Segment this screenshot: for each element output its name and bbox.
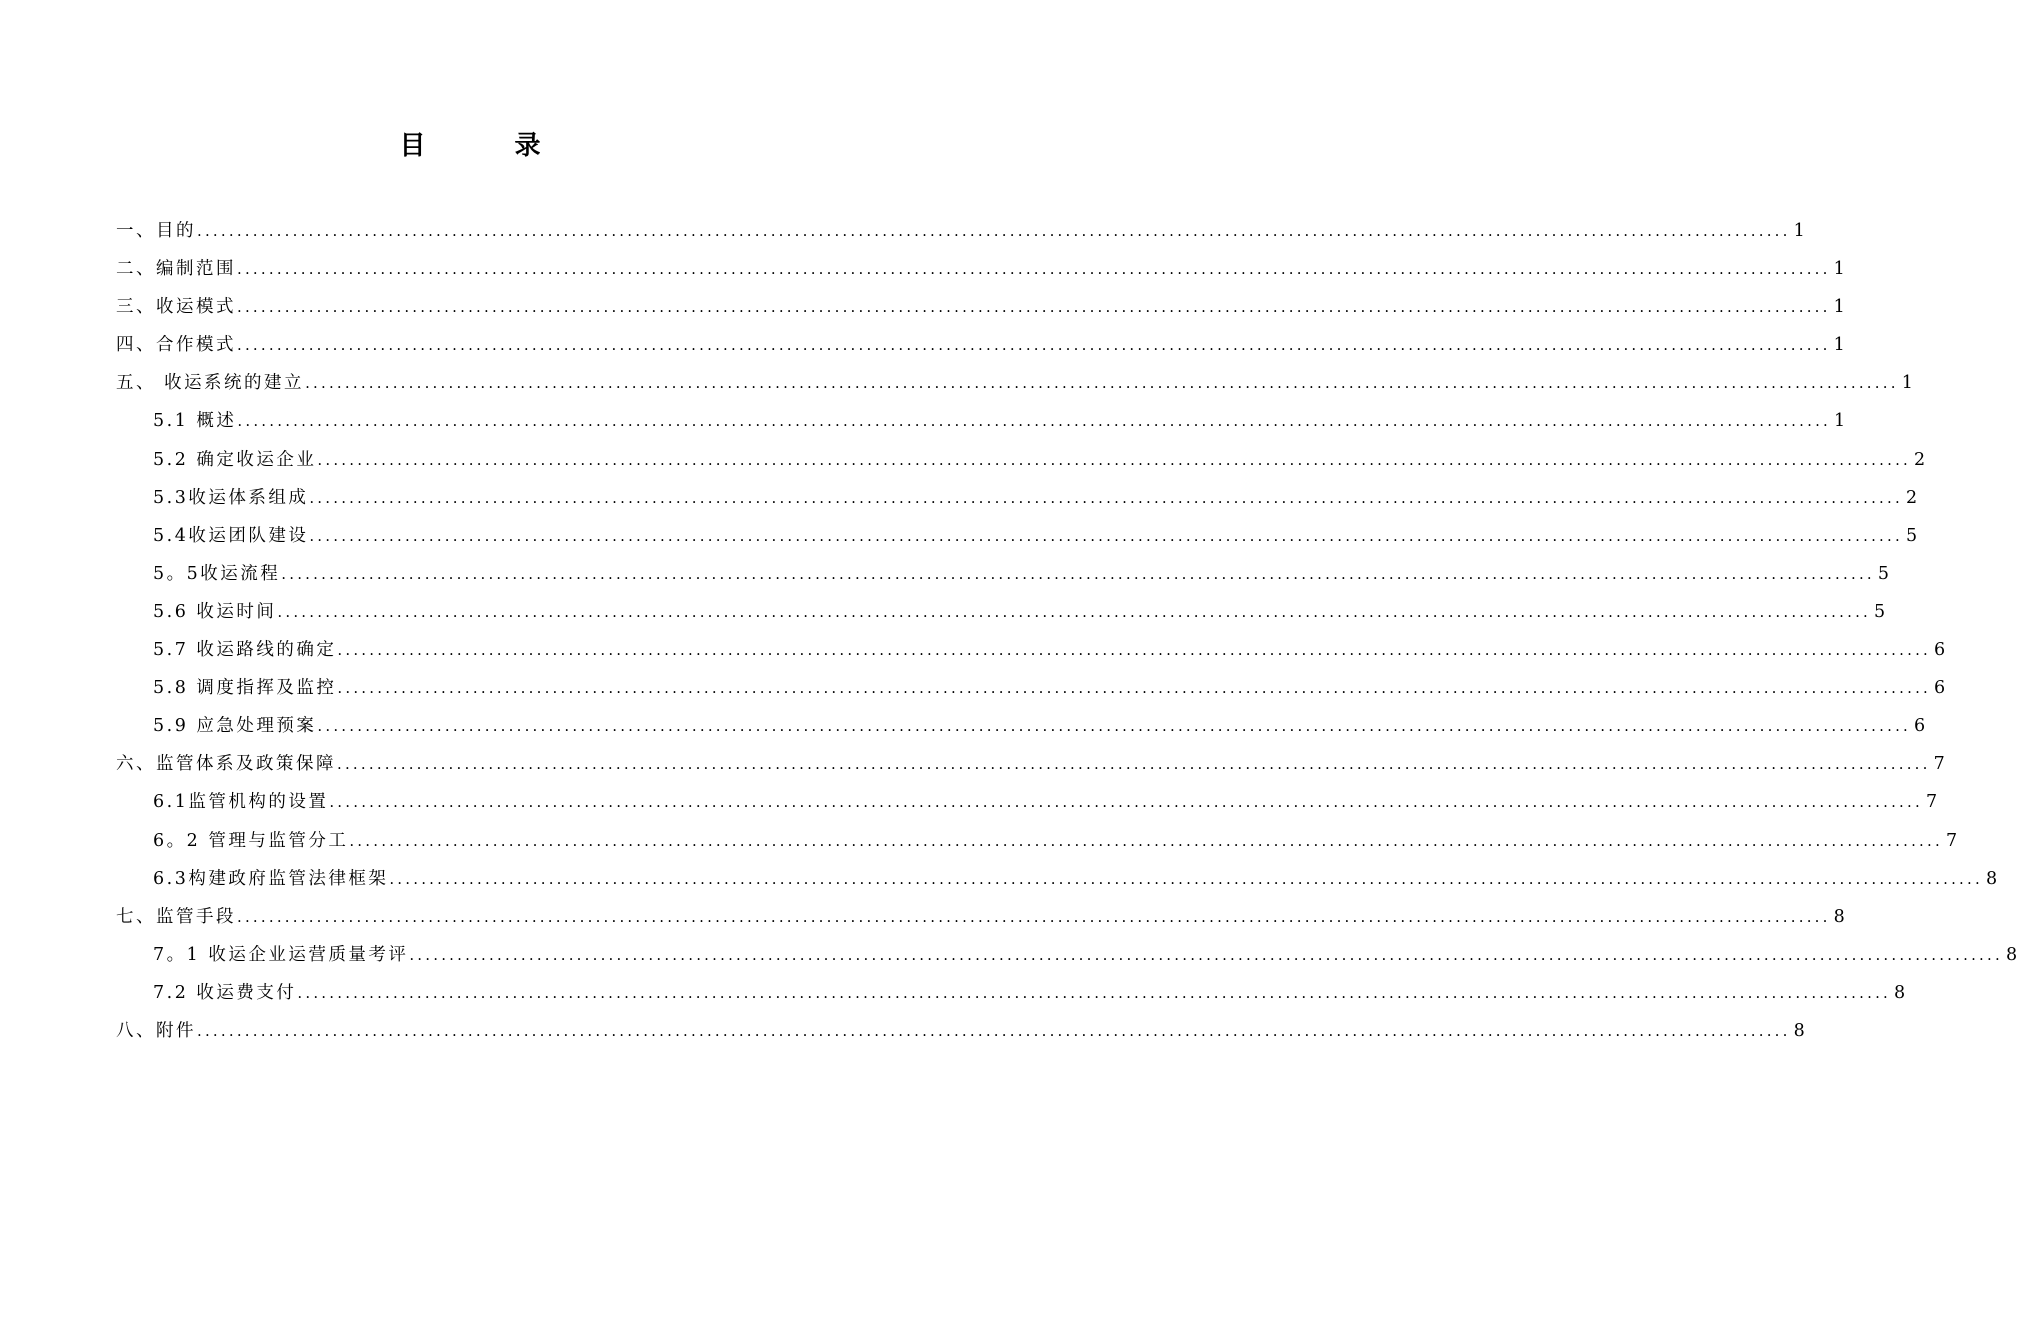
dot-leader: ........................................................................................................................................................................................................ [281, 564, 1875, 583]
toc-entry-page-number: 6 [1914, 716, 1926, 737]
toc-entry-page-number: 8 [1894, 982, 1906, 1003]
dot-leader: ........................................................................................................................................................................................................ [277, 602, 1872, 621]
toc-entry-page-number: 8 [1833, 906, 1845, 927]
toc-entry[interactable] [116, 707, 1926, 745]
toc-entry[interactable] [116, 288, 1845, 326]
toc-title: 目 录 [399, 131, 581, 161]
toc-entry-page-number: 6 [1934, 640, 1946, 661]
toc-entry-page-number: 1 [1793, 221, 1805, 241]
toc-entry-page-number: 1 [1833, 259, 1845, 280]
dot-leader: ........................................................................................................................................................................................................ [237, 298, 1831, 317]
toc-entry-label: 四、合作模式 [116, 335, 236, 356]
toc-entry-label: 三、收运模式 [116, 297, 236, 318]
toc-entry-page-number: 1 [1834, 411, 1846, 432]
toc-entry[interactable] [116, 250, 1845, 288]
dot-leader: ........................................................................................................................................................................................................ [409, 945, 2003, 964]
toc-entry[interactable] [116, 1012, 1805, 1050]
dot-leader: ........................................................................................................................................................................................................ [389, 869, 1983, 888]
toc-entry-page-number: 8 [1793, 1020, 1805, 1041]
toc-entry-label: 五、 收运系统的建立 [116, 373, 305, 394]
toc-entry-label: 6.1监管机构的设置 [153, 792, 329, 813]
toc-entry[interactable] [116, 631, 1946, 669]
toc-entry[interactable] [116, 783, 1938, 821]
toc-entry-label: 5.2 确定收运企业 [153, 449, 317, 470]
toc-entry-page-number: 1 [1833, 335, 1845, 356]
toc-entry-label: 7。1 收运企业运营质量考评 [153, 944, 409, 965]
toc-entry-label: 5.9 应急处理预案 [153, 716, 317, 737]
toc-entry-page-number: 7 [1933, 754, 1945, 775]
dot-leader: ........................................................................................................................................................................................................ [349, 831, 1943, 850]
toc-entry-page-number: 5 [1877, 563, 1890, 584]
toc-entry-label: 二、编制范围 [116, 259, 236, 280]
toc-entry[interactable] [116, 822, 1958, 860]
toc-entry-label: 一、目的 [116, 221, 196, 241]
toc-entry-page-number: 8 [2005, 944, 2017, 965]
dot-leader: ........................................................................................................................................................................................................ [305, 374, 1899, 393]
toc-entry-page-number: 1 [1833, 297, 1845, 318]
dot-leader: ........................................................................................................................................................................................................ [309, 488, 1903, 507]
toc-entry-label: 5.7 收运路线的确定 [153, 640, 337, 661]
toc-entry-label: 5.4收运团队建设 [153, 525, 309, 546]
toc-entry[interactable] [116, 860, 1998, 898]
toc-entry[interactable] [116, 555, 1890, 593]
toc-list [116, 212, 2017, 1050]
dot-leader: ........................................................................................................................................................................................................ [197, 1021, 1791, 1040]
dot-leader: ........................................................................................................................................................................................................ [237, 336, 1831, 355]
toc-entry-page-number: 7 [1925, 792, 1938, 813]
toc-entry-page-number: 5 [1874, 601, 1886, 622]
dot-leader: ........................................................................................................................................................................................................ [237, 260, 1831, 279]
toc-entry-page-number: 2 [1914, 449, 1926, 470]
toc-entry[interactable] [116, 364, 1913, 402]
toc-entry[interactable] [116, 593, 1886, 631]
toc-entry-label: 5.8 调度指挥及监控 [153, 678, 337, 699]
dot-leader: ........................................................................................................................................................................................................ [309, 526, 1903, 545]
toc-entry-page-number: 1 [1901, 373, 1913, 394]
toc-entry[interactable] [116, 326, 1845, 364]
toc-entry[interactable] [116, 936, 2017, 974]
dot-leader: ........................................................................................................................................................................................................ [237, 907, 1831, 926]
dot-leader: ........................................................................................................................................................................................................ [337, 641, 1932, 660]
dot-leader: ........................................................................................................................................................................................................ [337, 679, 1932, 698]
dot-leader: ........................................................................................................................................................................................................ [197, 222, 1791, 240]
toc-entry[interactable] [116, 974, 1906, 1012]
toc-entry-page-number: 6 [1934, 678, 1946, 699]
dot-leader: ........................................................................................................................................................................................................ [337, 755, 1931, 774]
toc-entry-page-number: 2 [1905, 487, 1918, 508]
toc-entry[interactable] [116, 669, 1946, 707]
dot-leader: ........................................................................................................................................................................................................ [237, 412, 1832, 431]
toc-entry-page-number: 7 [1945, 830, 1958, 851]
dot-leader: ........................................................................................................................................................................................................ [317, 717, 1912, 736]
toc-entry-page-number: 5 [1905, 525, 1918, 546]
dot-leader: ........................................................................................................................................................................................................ [317, 450, 1912, 469]
toc-entry-label: 5.3收运体系组成 [153, 487, 309, 508]
toc-entry[interactable] [116, 517, 1918, 555]
toc-entry[interactable] [116, 898, 1845, 936]
toc-entry-label: 六、监管体系及政策保障 [116, 754, 336, 775]
toc-entry-label: 6。2 管理与监管分工 [153, 830, 349, 851]
toc-entry[interactable] [116, 745, 1945, 783]
toc-entry-label: 5.6 收运时间 [153, 601, 277, 622]
toc-entry-label: 5.1 概述 [153, 411, 237, 432]
dot-leader: ........................................................................................................................................................................................................ [329, 793, 1923, 812]
toc-entry[interactable] [116, 441, 1926, 479]
toc-entry-label: 七、监管手段 [116, 906, 236, 927]
toc-entry[interactable] [116, 402, 1846, 440]
toc-entry-label: 7.2 收运费支付 [153, 982, 297, 1003]
toc-entry[interactable] [116, 212, 1805, 250]
toc-entry-label: 6.3构建政府监管法律框架 [153, 868, 389, 889]
toc-entry-label: 5。5收运流程 [153, 563, 281, 584]
toc-entry-page-number: 8 [1985, 868, 1998, 889]
toc-entry-label: 八、附件 [116, 1020, 196, 1041]
toc-entry[interactable] [116, 479, 1918, 517]
dot-leader: ........................................................................................................................................................................................................ [297, 983, 1892, 1002]
